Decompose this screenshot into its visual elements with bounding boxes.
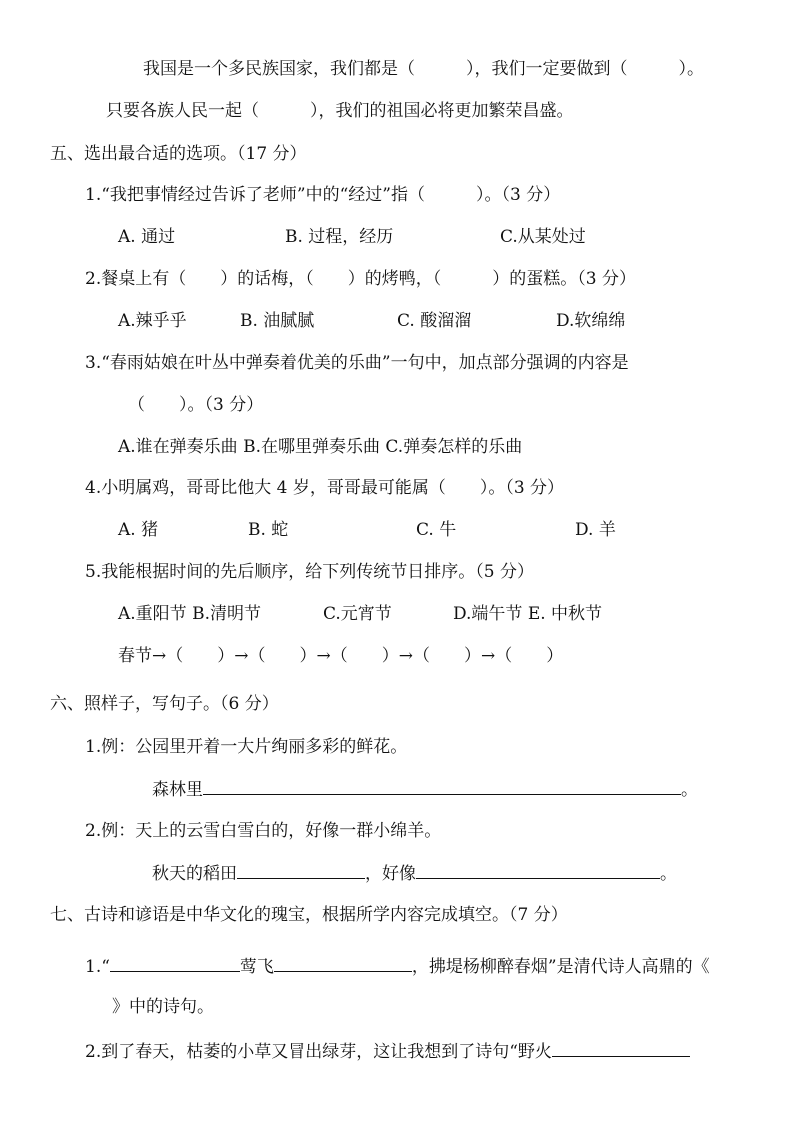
poem-1-rest: ，拂堤杨柳醉春烟”是清代诗人高鼎的《 [411, 957, 710, 977]
q2-option-d: D.软绵绵 [556, 311, 626, 331]
question-3-blank: （ ）。（3 分） [128, 395, 264, 415]
q2-option-a: A.辣乎乎 [118, 311, 187, 331]
poem-question-2 [85, 1040, 690, 1063]
example-2-answer-blank-1[interactable] [237, 862, 365, 879]
poem-question-1 [85, 955, 710, 978]
q1-option-a: A. 通过 [118, 227, 176, 247]
poem-2-text: 2.到了春天，枯萎的小草又冒出绿芽，这让我想到了诗句“野火 [85, 1042, 552, 1062]
example-2-answer-blank-2[interactable] [416, 862, 660, 879]
poem-question-1-cont: 》中的诗句。 [112, 997, 214, 1017]
q4-option-a: A. 猪 [118, 520, 159, 540]
poem-1-open: 1.“ [85, 957, 110, 977]
section-5-heading: 五、选出最合适的选项。（17 分） [50, 144, 307, 164]
q4-option-d: D. 羊 [575, 520, 616, 540]
example-1-end: 。 [681, 780, 698, 800]
q2-option-b: B. 油腻腻 [240, 311, 315, 331]
question-4: 4.小明属鸡，哥哥比他大 4 岁，哥哥最可能属（ ）。（3 分） [85, 478, 565, 498]
q5-options-ab: A.重阳节 B.清明节 [118, 604, 261, 624]
example-2-end: 。 [660, 864, 677, 884]
poem-2-blank[interactable] [552, 1040, 690, 1057]
poem-1-blank-2[interactable] [274, 955, 412, 972]
question-3: 3.“春雨姑娘在叶丛中弹奏着优美的乐曲”一句中，加点部分强调的内容是 [85, 353, 629, 373]
poem-1-word: 莺飞 [239, 957, 274, 977]
q5-option-c: C.元宵节 [323, 604, 392, 624]
example-2-write [152, 862, 677, 885]
example-1-prefix: 森林里 [152, 780, 203, 800]
example-2-prefix: 秋天的稻田 [152, 864, 237, 884]
section-6-heading: 六、照样子，写句子。（6 分） [50, 694, 279, 714]
intro-line-1: 我国是一个多民族国家，我们都是（ ），我们一定要做到（ ）。 [143, 59, 704, 79]
example-2-middle: ，好像 [365, 864, 416, 884]
example-1-answer-blank[interactable] [203, 778, 681, 795]
q5-options-de: D.端午节 E. 中秋节 [453, 604, 603, 624]
q2-option-c: C. 酸溜溜 [397, 311, 472, 331]
section-7-heading: 七、古诗和谚语是中华文化的瑰宝，根据所学内容完成填空。（7 分） [50, 905, 568, 925]
q5-sequence: 春节→（ ）→（ ）→（ ）→（ ）→（ ） [118, 646, 564, 666]
question-2: 2.餐桌上有（ ）的话梅，（ ）的烤鸭，（ ）的蛋糕。（3 分） [85, 269, 636, 289]
q1-option-c: C.从某处过 [500, 227, 586, 247]
q4-option-b: B. 蛇 [248, 520, 289, 540]
question-1: 1.“我把事情经过告诉了老师”中的“经过”指（ ）。（3 分） [85, 185, 561, 205]
q3-options: A.谁在弹奏乐曲 B.在哪里弹奏乐曲 C.弹奏怎样的乐曲 [118, 437, 523, 457]
question-5: 5.我能根据时间的先后顺序，给下列传统节日排序。（5 分） [85, 562, 534, 582]
poem-1-blank-1[interactable] [110, 955, 240, 972]
example-1-write [152, 778, 698, 801]
q4-option-c: C. 牛 [416, 520, 457, 540]
q1-option-b: B. 过程，经历 [285, 227, 394, 247]
intro-line-2: 只要各族人民一起（ ），我们的祖国必将更加繁荣昌盛。 [106, 101, 574, 121]
example-2: 2.例：天上的云雪白雪白的，好像一群小绵羊。 [85, 821, 442, 841]
example-1: 1.例：公园里开着一大片绚丽多彩的鲜花。 [85, 737, 408, 757]
